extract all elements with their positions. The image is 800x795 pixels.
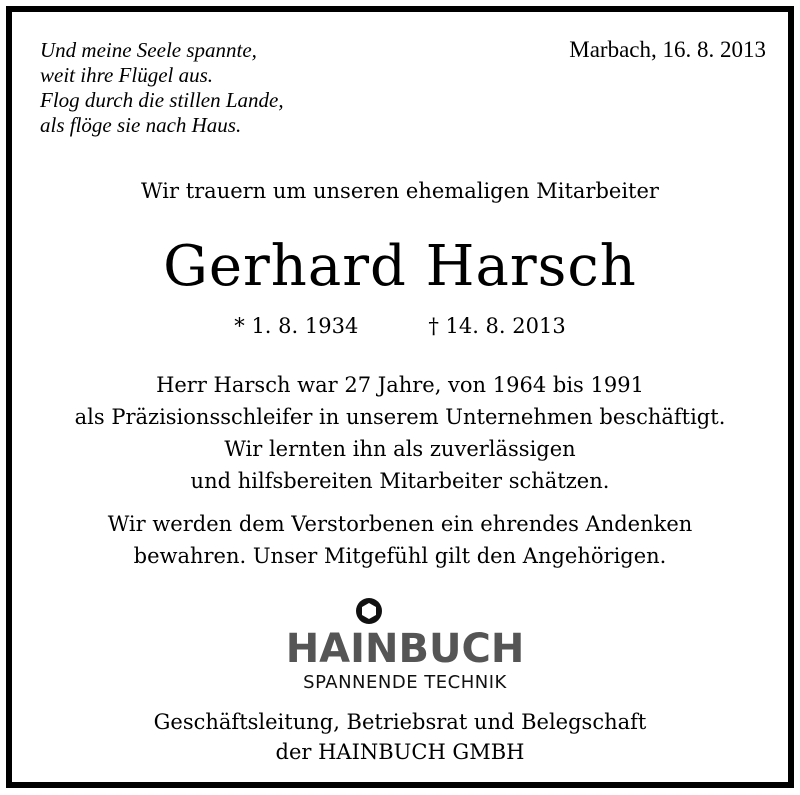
deceased-name: Gerhard Harsch	[163, 234, 637, 299]
condolence-paragraph	[12, 508, 788, 572]
poem	[40, 38, 284, 138]
signature-block	[12, 707, 788, 767]
birth-date: * 1. 8. 1934	[234, 314, 359, 338]
tribute-paragraph	[12, 369, 788, 497]
death-date: † 14. 8. 2013	[428, 314, 566, 338]
company-logo	[282, 590, 528, 698]
intro-text: Wir trauern um unseren ehemaligen Mitarbeiter	[141, 179, 659, 203]
condolence-line: bewahren. Unser Mitgefühl gilt den Angehörigen.	[133, 544, 667, 568]
tribute-line: Wir lernten ihn als zuverlässigen	[224, 437, 576, 461]
life-dates	[12, 314, 788, 338]
tribute-line: als Präzisionsschleifer in unserem Unternehmen beschäftigt.	[74, 405, 726, 429]
logo-emblem-icon	[354, 596, 384, 626]
logo-tagline: SPANNENDE TECHNIK	[303, 672, 507, 693]
tribute-line: Herr Harsch war 27 Jahre, von 1964 bis 1991	[156, 373, 644, 397]
condolence-line: Wir werden dem Verstorbenen ein ehrendes Andenken	[107, 512, 693, 536]
signature-line: Geschäftsleitung, Betriebsrat und Belegschaft	[153, 710, 647, 734]
place-date: Marbach, 16. 8. 2013	[569, 37, 766, 62]
poem-line: Flog durch die stillen Lande,	[40, 88, 284, 112]
poem-line: als flöge sie nach Haus.	[40, 113, 242, 137]
poem-line: Und meine Seele spannte,	[40, 38, 257, 62]
logo-wordmark: HAINBUCH	[285, 626, 525, 672]
tribute-line: und hilfsbereiten Mitarbeiter schätzen.	[190, 469, 610, 493]
obituary-notice	[6, 6, 794, 788]
poem-line: weit ihre Flügel aus.	[40, 63, 214, 87]
signature-line: der HAINBUCH GMBH	[275, 740, 525, 764]
